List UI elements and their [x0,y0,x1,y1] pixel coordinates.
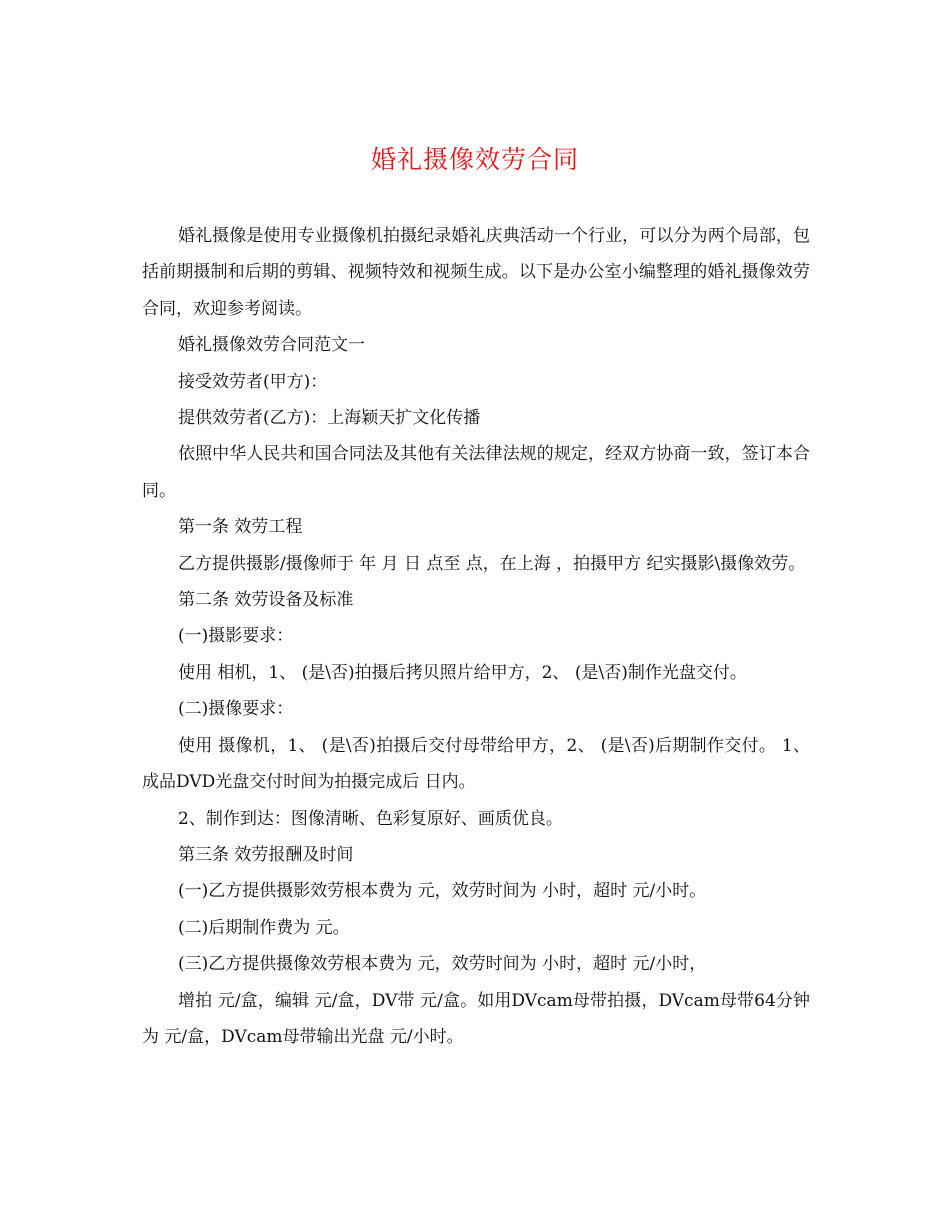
video-fee-paragraph: (三)乙方提供摄像效劳根本费为 元，效劳时间为 小时，超时 元/小时， [178,954,707,975]
photography-requirements-heading: (一)摄影要求： [178,626,294,647]
article-2-heading: 第二条 效劳设备及标准 [178,590,354,611]
additional-fees-paragraph: 增拍 元/盒，编辑 元/盒，DV带 元/盒。如用DVcam母带拍摄，DVcam母带64分钟 为 元/盒，DVcam母带输出光盘 元/小时。 [142,990,810,1047]
photography-fee-paragraph: (一)乙方提供摄影效劳根本费为 元，效劳时间为 小时，超时 元/小时。 [178,881,707,902]
photography-requirements-paragraph: 使用 相机，1、 (是\否)拍摄后拷贝照片给甲方，2、 (是\否)制作光盘交付。 [178,662,747,683]
quality-requirements-paragraph: 2、制作到达：图像清晰、色彩复原好、画质优良。 [178,808,563,829]
intro-paragraph: 婚礼摄像是使用专业摄像机拍摄纪录婚礼庆典活动一个行业，可以分为两个局部，包括前期摄制和后期的剪辑、视频特效和视频生成。以下是办公室小编整理的婚礼摄像效劳合同，欢迎参考阅读。 [142,226,810,319]
article-1-heading: 第一条 效劳工程 [178,517,303,538]
video-requirements-paragraph: 使用 摄像机，1、 (是\否)拍摄后交付母带给甲方，2、 (是\否)后期制作交付。 1、成品DVD光盘交付时间为拍摄完成后 日内。 [142,735,810,793]
post-production-fee-paragraph: (二)后期制作费为 元。 [178,917,350,938]
document-title: 婚礼摄像效劳合同 [370,145,579,174]
party-b-line: 提供效劳者(乙方)：上海颖天扩文化传播 [178,408,481,429]
article-3-heading: 第三条 效劳报酬及时间 [178,844,354,865]
sample-heading: 婚礼摄像效劳合同范文一 [178,335,365,356]
agreement-paragraph: 依照中华人民共和国合同法及其他有关法律法规的规定，经双方协商一致，签订本合同。 [142,444,810,501]
video-requirements-heading: (二)摄像要求： [178,699,294,720]
document-body [142,218,810,1055]
article-1-paragraph: 乙方提供摄影/摄像师于 年 月 日 点至 点，在上海 ，拍摄甲方 纪实摄影\摄像效劳。 [178,553,806,574]
party-a-line: 接受效劳者(甲方)： [178,371,328,392]
